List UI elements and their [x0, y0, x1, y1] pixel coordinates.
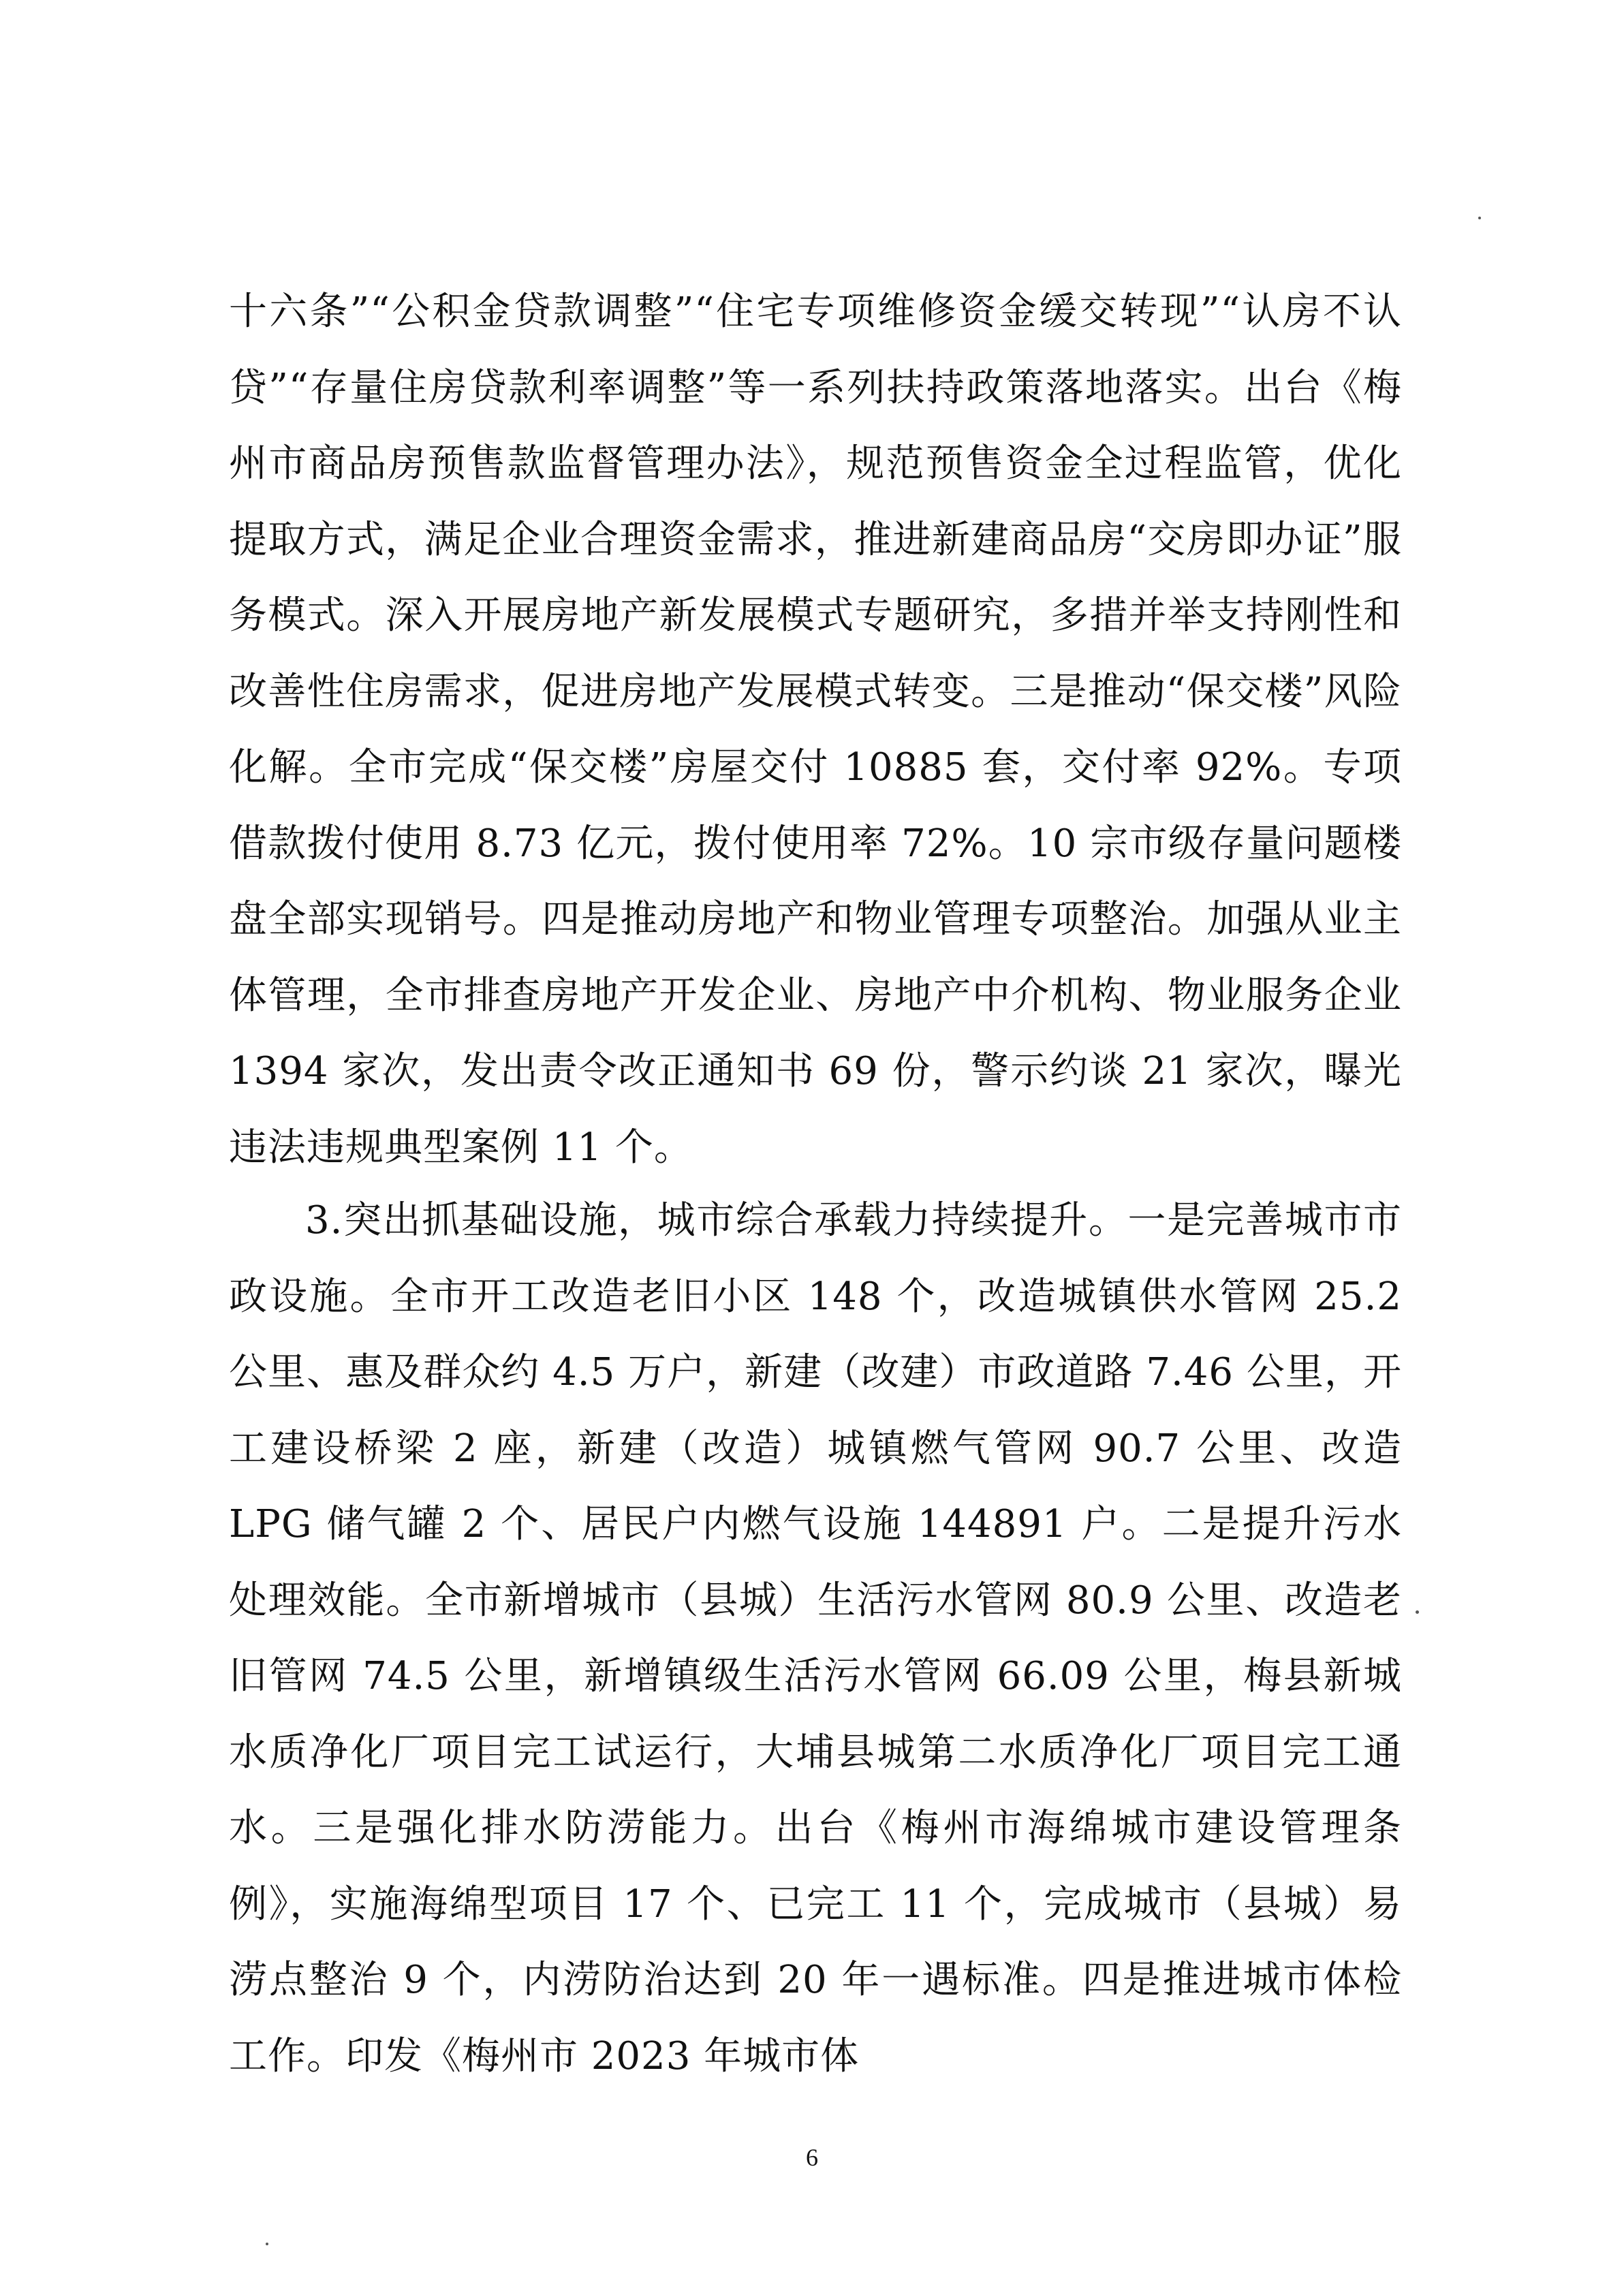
page-number: 6 [806, 2144, 818, 2171]
body-paragraph-1 [229, 274, 1402, 1185]
paragraph-text: 十六条”“公积金贷款调整”“住宅专项维修资金缓交转现”“认房不认贷”“存量住房贷款利率调整”等一系列扶持政策落地落实。出台《梅州市商品房预售款监督管理办法》，规范预售资金全过程监管，优化提取方式，满足企业合理资金需求，推进新建商品房“交房即办证”服务模式。深入开展房地产新发展模式专题研究，多措并举支持刚性和改善性住房需求，促进房地产发展模式转变。三是推动“保交楼”风险化解。全市完成“保交楼”房屋交付 10885 套，交付率 92%。专项借款拨付使用 8.73 亿元，拨付使用率 72%。10 宗市级存量问题楼盘全部实现销号。四是推动房地产和物业管理专项整治。加强从业主体管理，全市排查房地产开发企业、房地产中介机构、物业服务企业 1394 家次，发出责令改正通知书 69 份，警示约谈 21 家次，曝光违法违规典型案例 11 个。 [229, 290, 1402, 1170]
paragraph-text: 3.突出抓基础设施，城市综合承载力持续提升。一是完善城市市政设施。全市开工改造老旧小区 148 个，改造城镇供水管网 25.2 公里、惠及群众约 4.5 万户，新建（改建）市政道路 7.46 公里，开工建设桥梁 2 座，新建（改造）城镇燃气管网 90.7 公里、改造 LPG 储气罐 2 个、居民户内燃气设施 144891 户。二是提升污水处理效能。全市新增城市（县城）生活污水管网 80.9 公里、改造老旧管网 74.5 公里，新增镇级生活污水管网 66.09 公里，梅县新城水质净化厂项目完工试运行，大埔县城第二水质净化厂项目完工通水。三是强化排水防涝能力。出台《梅州市海绵城市建设管理条例》，实施海绵型项目 17 个、已完工 11 个，完成城市（县城）易涝点整治 9 个，内涝防治达到 20 年一遇标准。四是推进城市体检工作。印发《梅州市 2023 年城市体 [229, 1198, 1402, 2078]
body-paragraph-2 [229, 1183, 1402, 2094]
scan-speck [1478, 217, 1481, 219]
scan-speck [1416, 1610, 1419, 1614]
scan-speck [266, 2243, 268, 2245]
